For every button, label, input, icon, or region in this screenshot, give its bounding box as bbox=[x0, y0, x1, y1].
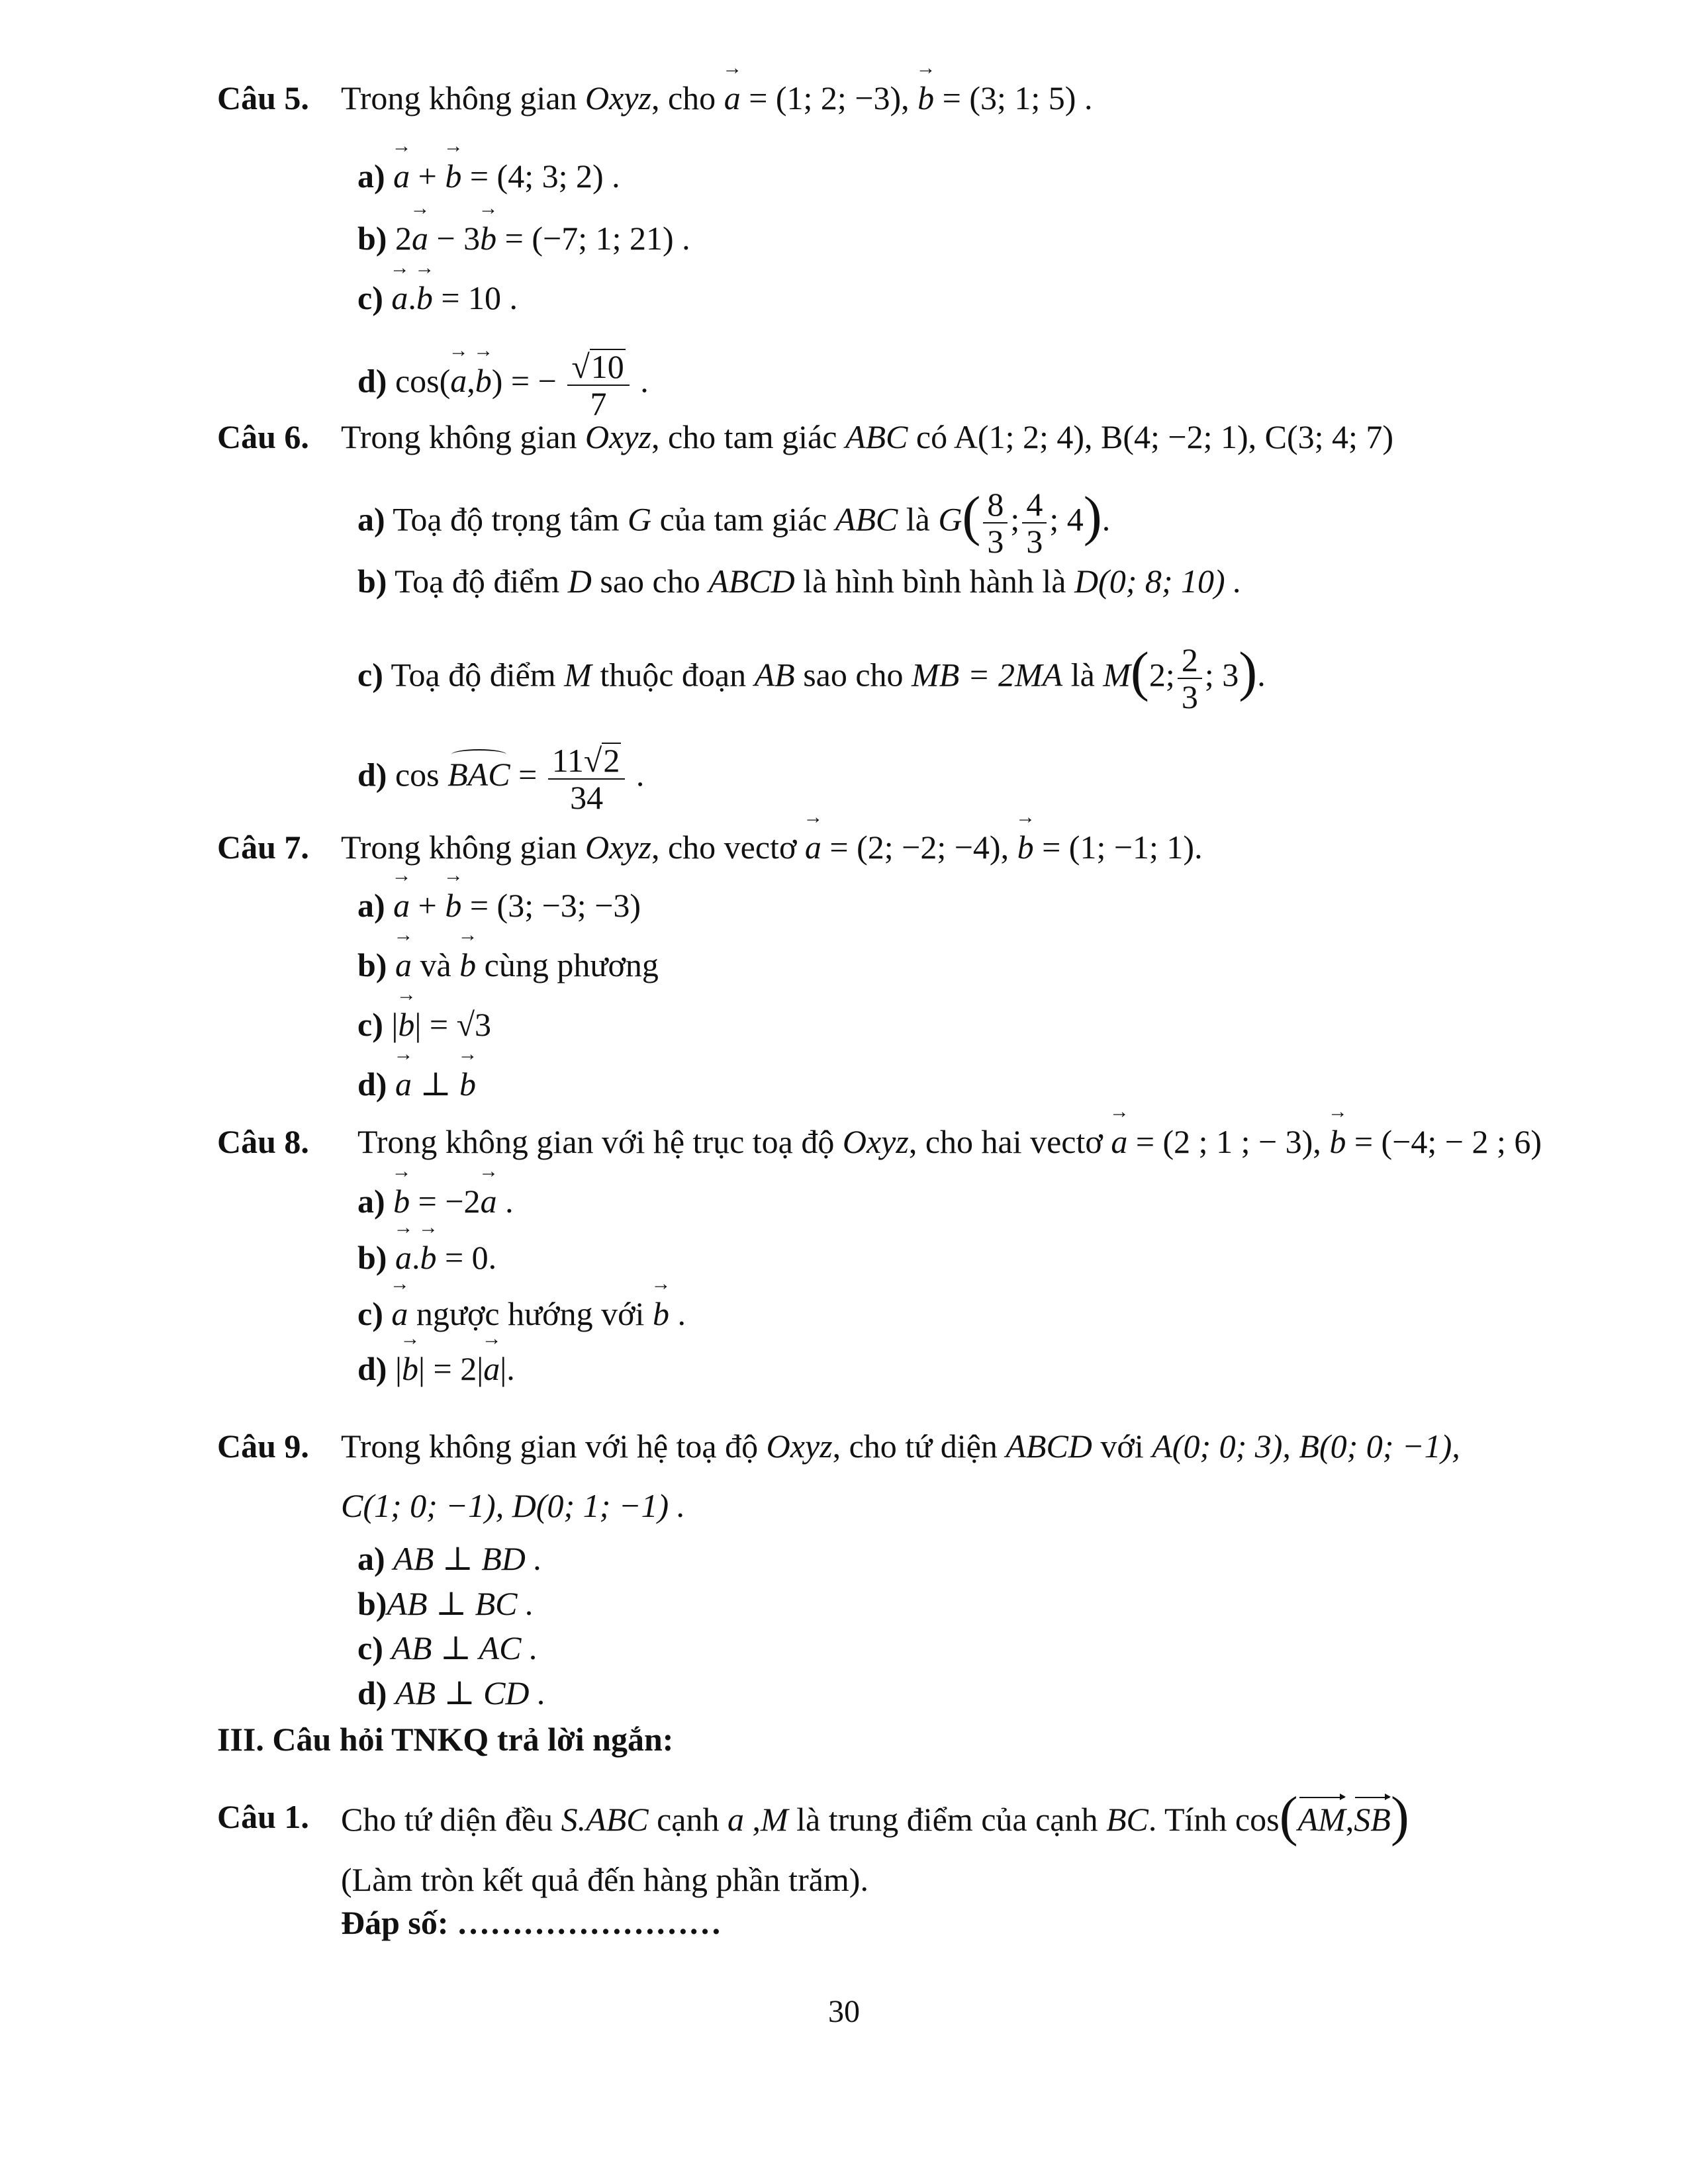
question-5-stem: Trong không gian Oxyz, cho → a = (1; 2; −3), → b = (3; 1; 5) . bbox=[341, 78, 1092, 118]
question-5-label: Câu 5. bbox=[217, 79, 309, 116]
vector-a-value: = (1; 2; −3) bbox=[749, 79, 902, 116]
question-9-stem-cont: C(1; 0; −1), D(0; 1; −1) . bbox=[341, 1487, 686, 1524]
short-question-1-label: Câu 1. bbox=[217, 1798, 309, 1835]
question-5-option-b: b) 2→ a − 3→ b = (−7; 1; 21) . bbox=[357, 218, 690, 258]
question-8-option-b: b) → a.→ b = 0. bbox=[357, 1238, 496, 1277]
question-7-option-a: a) → a + → b = (3; −3; −3) bbox=[357, 886, 641, 925]
option-text: = (−7; 1; 21) . bbox=[504, 220, 690, 257]
answer-blank: Đáp số: …………………… bbox=[341, 1904, 722, 1941]
question-6-option-c: c) Toạ độ điểm M thuộc đoạn AB sao cho MB = 2MA là M(2; $\frac{2}{3}$ ; 3). bbox=[357, 641, 1266, 715]
question-5-option-d: d) cos(→ a,→ b) = − $\frac{√10}{7}$ . bbox=[357, 347, 649, 422]
cos-text: cos bbox=[395, 362, 440, 400]
option-label: a) bbox=[357, 158, 385, 195]
question-8-label: Câu 8. bbox=[217, 1123, 309, 1160]
question-9-option-c: c) AB ⊥ AC . bbox=[357, 1629, 538, 1666]
option-text: = (4; 3; 2) . bbox=[469, 158, 620, 195]
question-8-option-c: c) → a ngược hướng với → b . bbox=[357, 1294, 686, 1334]
question-9-option-b: b)AB ⊥ BC . bbox=[357, 1585, 534, 1622]
question-7-label: Câu 7. bbox=[217, 829, 309, 866]
question-5-option-c: c) → a.→ b = 10 . bbox=[357, 278, 518, 318]
question-9-stem: Trong không gian với hệ toạ độ Oxyz, cho tứ diện ABCD với A(0; 0; 3), B(0; 0; −1), bbox=[341, 1428, 1460, 1465]
section-3-heading: III. Câu hỏi TNKQ trả lời ngắn: bbox=[217, 1721, 674, 1758]
question-8-option-a: a) → b = −2→ a . bbox=[357, 1181, 514, 1221]
vector-b: → b bbox=[917, 78, 934, 118]
question-7-option-b: b) → a và → b cùng phương bbox=[357, 945, 659, 985]
question-9-label: Câu 9. bbox=[217, 1428, 309, 1465]
question-6-label: Câu 6. bbox=[217, 418, 309, 455]
option-text: = 10 . bbox=[441, 279, 518, 316]
stem-text: , cho bbox=[651, 79, 716, 116]
fraction: $\frac{√10}{7}$ bbox=[567, 347, 629, 422]
question-6-option-a: a) Toạ độ trọng tâm G của tam giác ABC là G( $\frac{8}{3}$ ; $\frac{4}{3}$ ; 4). bbox=[357, 485, 1111, 560]
question-9-option-a: a) AB ⊥ BD . bbox=[357, 1540, 542, 1577]
question-6-option-d: d) cos BAC = $\frac{11√2}{34}$ . bbox=[357, 742, 645, 816]
option-label: d) bbox=[357, 362, 387, 400]
page-number: 30 bbox=[828, 1994, 860, 2029]
vector-b-value: = (3; 1; 5) . bbox=[942, 79, 1093, 116]
question-6-option-b: b) Toạ độ điểm D sao cho ABCD là hình bình hành là D(0; 8; 10) . bbox=[357, 563, 1242, 600]
question-9-option-d: d) AB ⊥ CD . bbox=[357, 1674, 546, 1711]
question-8-stem: Trong không gian với hệ trục toạ độ Oxyz, cho hai vectơ → a = (2 ; 1 ; − 3), → b = (−4; − 2 ; 6) bbox=[357, 1122, 1542, 1161]
option-label: b) bbox=[357, 220, 387, 257]
option-label: c) bbox=[357, 279, 383, 316]
vector-a: → a bbox=[724, 78, 741, 118]
question-5-option-a: a) → a + → b = (4; 3; 2) . bbox=[357, 156, 620, 196]
short-question-1-stem: Cho tứ diện đều S.ABC cạnh a ,M là trung điểm của cạnh BC. Tính cos(AM,SB) bbox=[341, 1786, 1409, 1847]
question-7-option-d: d) → a ⊥ → b bbox=[357, 1064, 476, 1104]
triangle-points: A(1; 2; 4), B(4; −2; 1), C(3; 4; 7) bbox=[953, 418, 1394, 455]
rounding-note: (Làm tròn kết quả đến hàng phần trăm). bbox=[341, 1861, 868, 1898]
question-7-stem: Trong không gian Oxyz, cho vectơ → a = (2; −2; −4), → b = (1; −1; 1). bbox=[341, 827, 1203, 867]
question-7-option-c: c) |→ b| = √3 bbox=[357, 1005, 491, 1044]
stem-text: Trong không gian bbox=[341, 79, 577, 116]
question-6-stem: Trong không gian Oxyz, cho tam giác ABC có A(1; 2; 4), B(4; −2; 1), C(3; 4; 7) bbox=[341, 418, 1394, 455]
oxyz: Oxyz bbox=[585, 79, 651, 116]
question-8-option-d: d) |→ b| = 2|→ a|. bbox=[357, 1349, 515, 1388]
